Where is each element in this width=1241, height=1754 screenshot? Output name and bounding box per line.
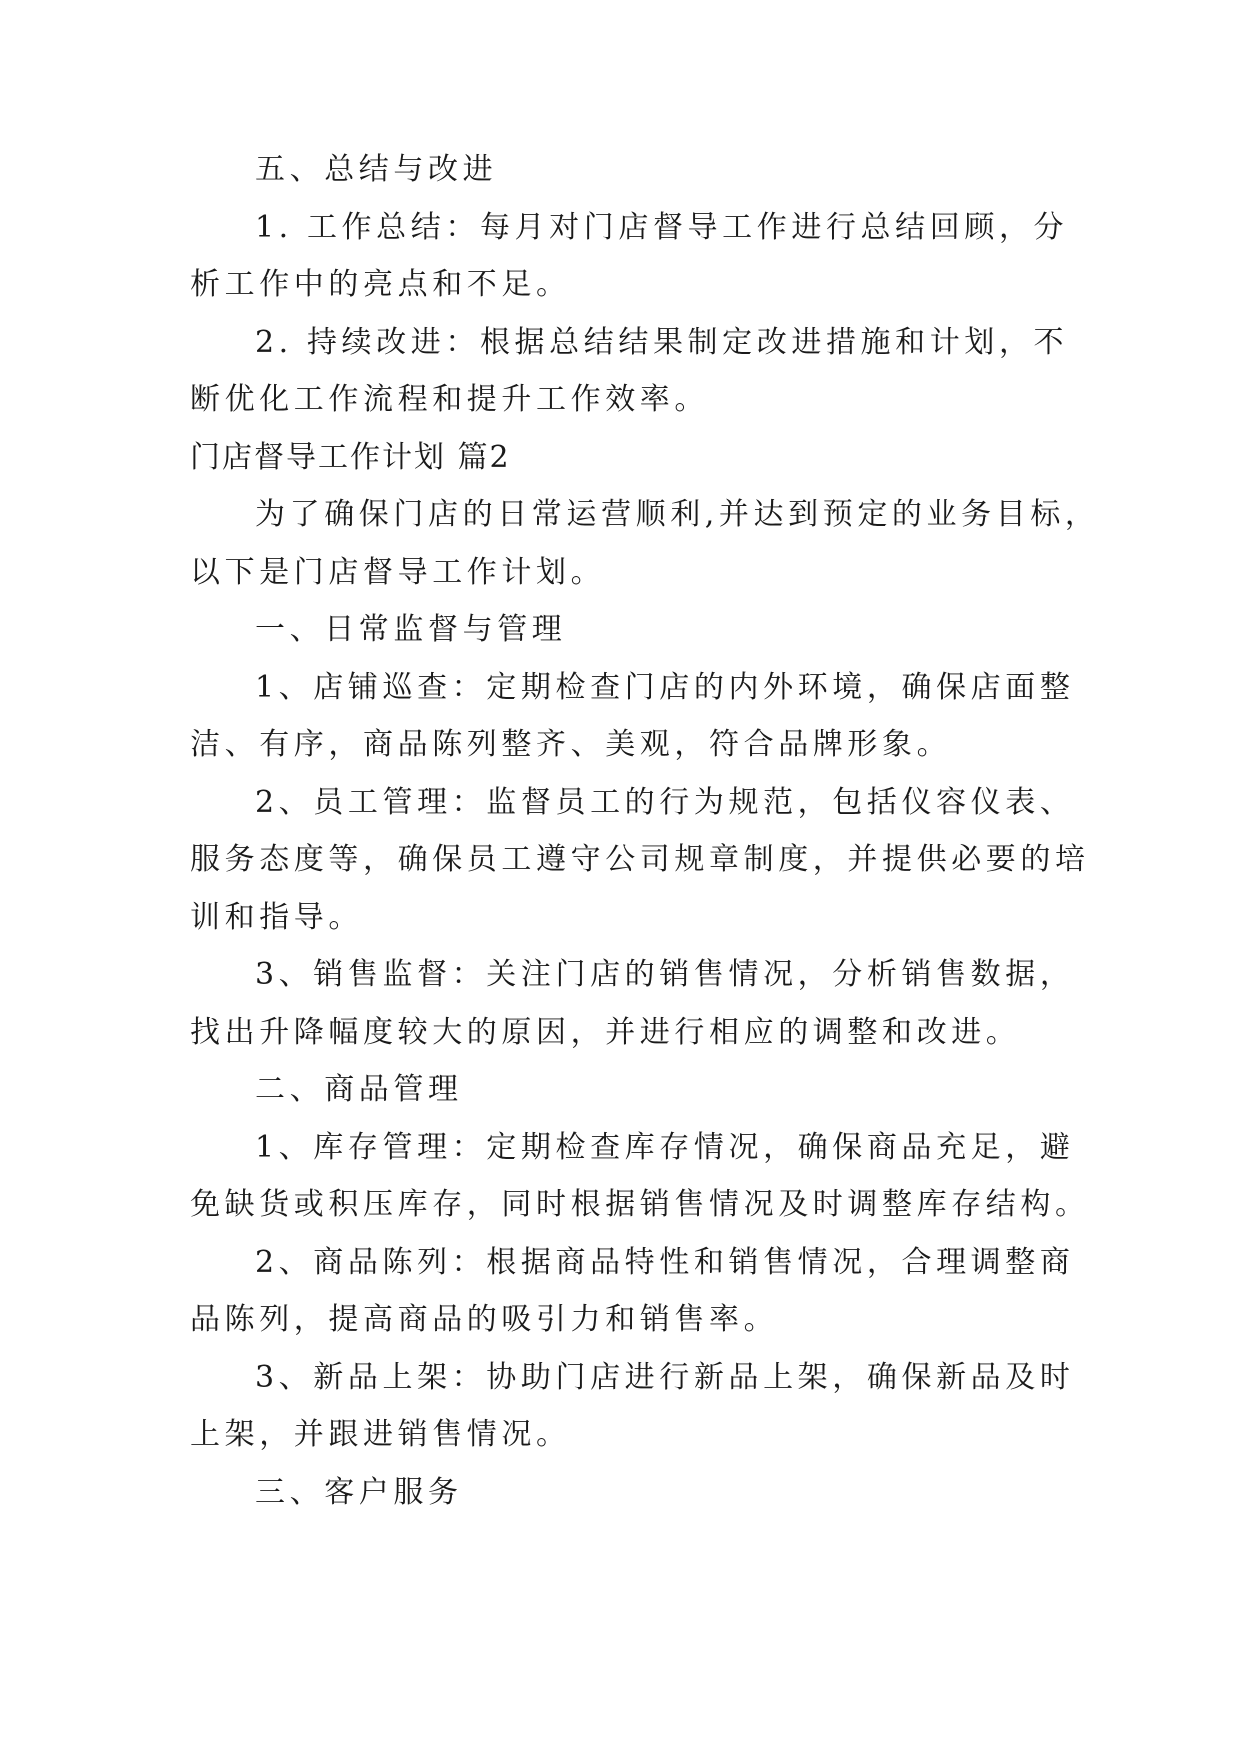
paragraph-line: 3、销售监督：关注门店的销售情况，分析销售数据， bbox=[255, 957, 1075, 992]
paragraph-line: 1、店铺巡查：定期检查门店的内外环境，确保店面整 bbox=[255, 670, 1075, 705]
paragraph-line: 2、商品陈列：根据商品特性和销售情况，合理调整商 bbox=[255, 1245, 1075, 1280]
paragraph-line: 找出升降幅度较大的原因，并进行相应的调整和改进。 bbox=[190, 1015, 1021, 1050]
paragraph-line: 免缺货或积压库存，同时根据销售情况及时调整库存结构。 bbox=[190, 1187, 1090, 1222]
section-heading: 一、日常监督与管理 bbox=[255, 612, 567, 647]
section-heading: 二、商品管理 bbox=[255, 1072, 463, 1107]
paragraph-line: 1、库存管理：定期检查库存情况，确保商品充足，避 bbox=[255, 1130, 1075, 1165]
paragraph-line: 以下是门店督导工作计划。 bbox=[190, 555, 606, 590]
paragraph-line: 断优化工作流程和提升工作效率。 bbox=[190, 382, 709, 417]
paragraph-line: 3、新品上架：协助门店进行新品上架，确保新品及时 bbox=[255, 1360, 1075, 1395]
paragraph-line: 上架，并跟进销售情况。 bbox=[190, 1417, 571, 1452]
paragraph-line: 2. 持续改进：根据总结结果制定改进措施和计划，不 bbox=[255, 325, 1069, 360]
paragraph-line: 洁、有序，商品陈列整齐、美观，符合品牌形象。 bbox=[190, 727, 952, 762]
document-title: 门店督导工作计划 篇2 bbox=[190, 440, 511, 475]
paragraph-line: 品陈列，提高商品的吸引力和销售率。 bbox=[190, 1302, 779, 1337]
paragraph-line: 析工作中的亮点和不足。 bbox=[190, 267, 571, 302]
section-heading: 五、总结与改进 bbox=[255, 152, 498, 187]
section-heading: 三、客户服务 bbox=[255, 1475, 463, 1510]
paragraph-line: 2、员工管理：监督员工的行为规范，包括仪容仪表、 bbox=[255, 785, 1075, 820]
paragraph-line: 训和指导。 bbox=[190, 900, 363, 935]
paragraph-line: 为了确保门店的日常运营顺利,并达到预定的业务目标， bbox=[255, 497, 1100, 532]
paragraph-line: 1. 工作总结：每月对门店督导工作进行总结回顾，分 bbox=[255, 210, 1069, 245]
paragraph-line: 服务态度等，确保员工遵守公司规章制度，并提供必要的培 bbox=[190, 842, 1090, 877]
